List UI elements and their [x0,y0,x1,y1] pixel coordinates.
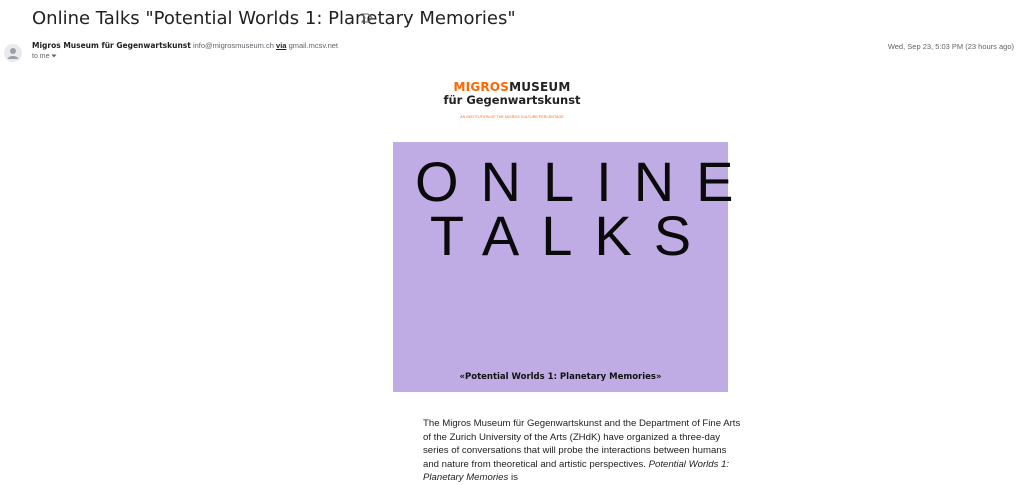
importance-marker-icon[interactable] [360,11,374,25]
avatar[interactable] [4,44,22,62]
logo-museum: MUSEUM [509,80,571,94]
recipient-details-toggle[interactable] [32,53,57,60]
via-domain: gmail.mcsv.net [288,41,339,50]
email-body-text [423,417,743,485]
sender-email: info@migrosmuseum.ch [192,41,274,50]
recipient-line: to me [32,53,50,60]
intro-text: The Migros Museum für Gegenwartskunst and the Department of Fine Arts of the Zurich University of the Arts (ZHdK) have organized a three-day series of conversations that will probe the interactions between humans and nature from theoretical and artistic perspectives. [423,418,741,470]
via-link[interactable]: via [276,41,287,50]
banner-title-line2: TALKS [429,204,714,267]
logo-tagline: AN INSTITUTION OF THE MIGROS CULTURE PERCENTAGE [460,115,564,119]
sender-line [32,41,338,50]
chevron-down-icon [51,53,57,59]
banner-caption: «Potential Worlds 1: Planetary Memories» [459,372,662,382]
logo-migros: MIGROS [453,80,510,94]
intro-title-italic: Potential Worlds 1: Planetary Memories [423,458,730,483]
email-date: Wed, Sep 23, 5:03 PM (23 hours ago) [887,42,1014,51]
logo-subtitle: für Gegenwartskunst [443,93,581,107]
museum-logo[interactable] [0,80,1024,119]
online-talks-banner[interactable] [393,142,756,392]
banner-title-line1: ONLINE [415,150,756,213]
intro-end: is [508,472,518,483]
email-subject: Online Talks "Potential Worlds 1: Planetary Memories" [32,8,516,29]
sender-name[interactable]: Migros Museum für Gegenwartskunst [32,41,191,50]
intro-paragraph [423,417,743,485]
person-avatar-icon [4,44,22,62]
